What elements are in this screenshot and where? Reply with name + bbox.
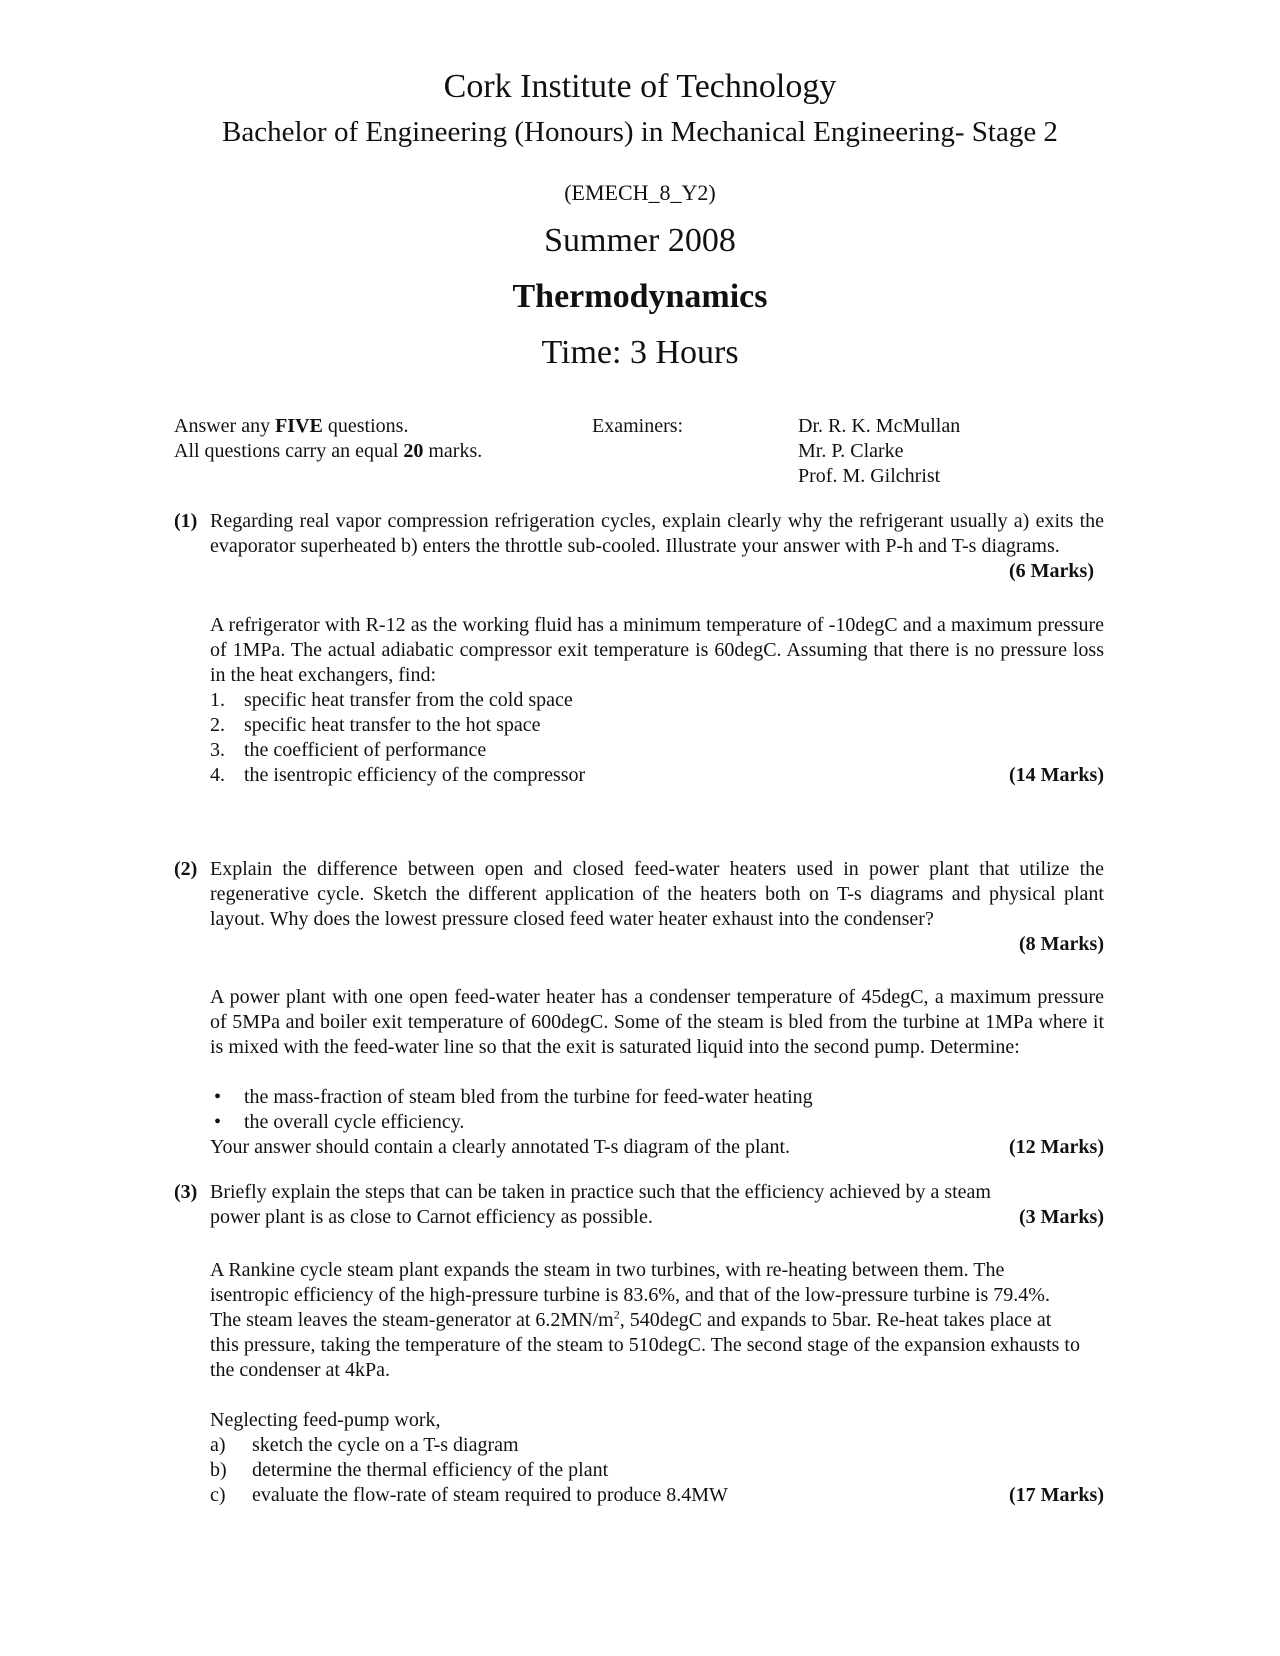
question-2-part-a: Explain the difference between open and closed feed-water heaters used in power plant that utilize the regenerative cycle. Sketch the different application of the heaters both on T-s diagrams and physical plant layout. Why does the lowest pressure closed feed water heater exhaust into the condenser? <box>210 858 1104 930</box>
subject-title: Thermodynamics <box>512 278 768 315</box>
question-1 <box>174 509 1104 786</box>
list-item: 3. the coefficient of performance <box>210 739 487 761</box>
marks-label: (17 Marks) <box>1009 1484 1104 1506</box>
marks-label: (6 Marks) <box>1009 560 1094 582</box>
question-1-part-a: Regarding real vapor compression refrigeration cycles, explain clearly why the refrigerant usually a) exits the evaporator superheated b) enters the throttle sub-cooled. Illustrate your answer with P-h and T-s diagrams. <box>210 510 1104 557</box>
list-item: c) evaluate the flow-rate of steam required to produce 8.4MW <box>210 1484 728 1506</box>
exam-session: Summer 2008 <box>544 222 736 259</box>
list-item: 4. the isentropic efficiency of the compressor <box>210 764 586 786</box>
degree-title: Bachelor of Engineering (Honours) in Mechanical Engineering- Stage 2 <box>222 116 1058 148</box>
list-item: • the mass-fraction of steam bled from the turbine for feed-water heating <box>214 1086 813 1108</box>
instruction-line-2: All questions carry an equal 20 marks. <box>174 440 483 462</box>
question-3-part-b: A Rankine cycle steam plant expands the steam in two turbines, with re-heating between them. The isentropic efficiency of the high-pressure turbine is 83.6%, and that of the low-pressure turbine is 79.4%. The steam leaves the steam-generator at $6.2MN/m^2$, 540degC and expands to 5bar. Re-heat takes place at this pressure, taking the temperature of the steam to 510degC. The second stage of the expansion exhausts to the condenser at 4kPa. <box>210 1259 1080 1381</box>
question-3 <box>174 1180 1104 1550</box>
question-2-list <box>174 1085 1104 1135</box>
question-3-neglecting: Neglecting feed-pump work, <box>210 1409 441 1431</box>
question-2 <box>174 857 1104 1157</box>
instruction-line-1: Answer any FIVE questions. <box>174 415 409 437</box>
examiners-list <box>798 414 960 489</box>
question-1-list <box>174 688 1104 788</box>
examiners-label: Examiners: <box>592 415 684 437</box>
question-3-part-a-line-1: Briefly explain the steps that can be taken in practice such that the efficiency achieved by a steam <box>210 1181 991 1203</box>
question-2-part-b: A power plant with one open feed-water heater has a condenser temperature of 45degC, a maximum pressure of 5MPa and boiler exit temperature of 600degC. Some of the steam is bled from the turbine at 1MPa where it is mixed with the feed-water line so that the exit is saturated liquid into the second pump. Determine: <box>210 986 1104 1058</box>
institution-title: Cork Institute of Technology <box>443 68 837 105</box>
question-number: (1) <box>174 510 198 532</box>
examiner-name: Prof. M. Gilchrist <box>798 465 941 487</box>
question-1-part-b: A refrigerator with R-12 as the working fluid has a minimum temperature of -10degC and a maximum pressure of 1MPa. The actual adiabatic compressor exit temperature is 60degC. Assuming that there is no pressure loss in the heat exchangers, find: <box>210 614 1104 686</box>
examiner-name: Mr. P. Clarke <box>798 440 904 462</box>
list-item: 2. specific heat transfer to the hot space <box>210 714 541 736</box>
question-number: (3) <box>174 1181 198 1203</box>
exam-duration: Time: 3 Hours <box>541 334 739 371</box>
marks-label: (14 Marks) <box>1009 764 1104 786</box>
list-item: b) determine the thermal efficiency of the plant <box>210 1459 609 1481</box>
question-2-closing: Your answer should contain a clearly annotated T-s diagram of the plant. <box>210 1136 791 1158</box>
marks-label: (12 Marks) <box>1009 1136 1104 1158</box>
question-3-list <box>174 1433 1104 1508</box>
list-item: 1. specific heat transfer from the cold space <box>210 689 573 711</box>
list-item: a) sketch the cycle on a T-s diagram <box>210 1434 519 1456</box>
marks-label: (8 Marks) <box>1019 933 1104 955</box>
course-code: (EMECH_8_Y2) <box>564 180 716 205</box>
question-number: (2) <box>174 858 198 880</box>
marks-label: (3 Marks) <box>1019 1206 1104 1228</box>
list-item: • the overall cycle efficiency. <box>214 1111 465 1133</box>
examiner-name: Dr. R. K. McMullan <box>798 415 961 437</box>
instructions <box>174 414 574 464</box>
question-3-part-a-line-2: power plant is as close to Carnot efficiency as possible. <box>210 1206 653 1228</box>
